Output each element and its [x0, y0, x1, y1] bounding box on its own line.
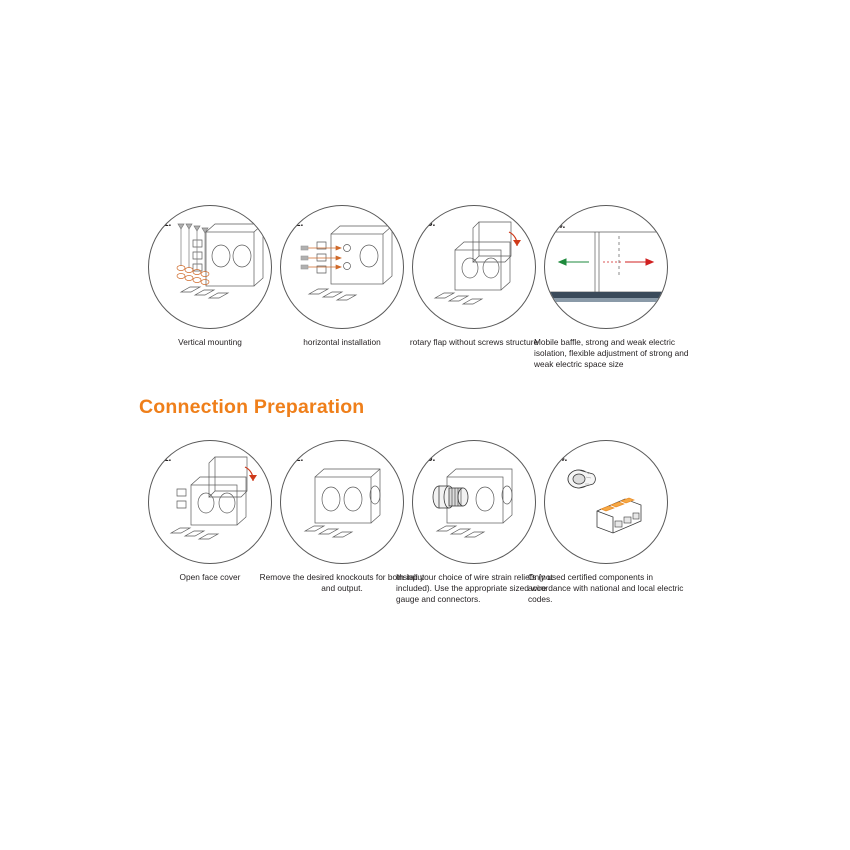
step-caption: Mobile baffle, strong and weak electric isolation, flexible adjustment of strong and weak electric space size — [534, 337, 689, 370]
step-caption: Install your choice of wire strain reliefs (not included). Use the appropriate sized wire gauge and connectors. — [396, 572, 553, 605]
step-number: 3. — [427, 453, 436, 464]
step-number: 1. — [163, 218, 172, 229]
step-caption: horizontal installation — [303, 337, 381, 347]
step-caption: Only used certified components in accordance with national and local electric codes. — [528, 572, 684, 605]
connection-step-4 — [516, 440, 696, 606]
mounting-step-4-illustration — [544, 205, 668, 329]
section-title: Connection Preparation — [139, 396, 365, 418]
step-caption: rotary flap without screws structure — [409, 337, 539, 347]
step-number: 2. — [295, 218, 304, 229]
step-number: 2. — [295, 453, 304, 464]
step-number: 4. — [557, 220, 566, 231]
connection-step-4-illustration — [544, 440, 668, 564]
step-caption: Remove the desired knockouts for both input and output. — [259, 572, 425, 594]
step-number: 1. — [163, 453, 172, 464]
mounting-step-4 — [516, 205, 696, 371]
step-number: 4. — [559, 453, 568, 464]
step-caption: Vertical mounting — [178, 337, 242, 347]
step-number: 3. — [427, 218, 436, 229]
step-caption: Open face cover — [179, 572, 241, 582]
